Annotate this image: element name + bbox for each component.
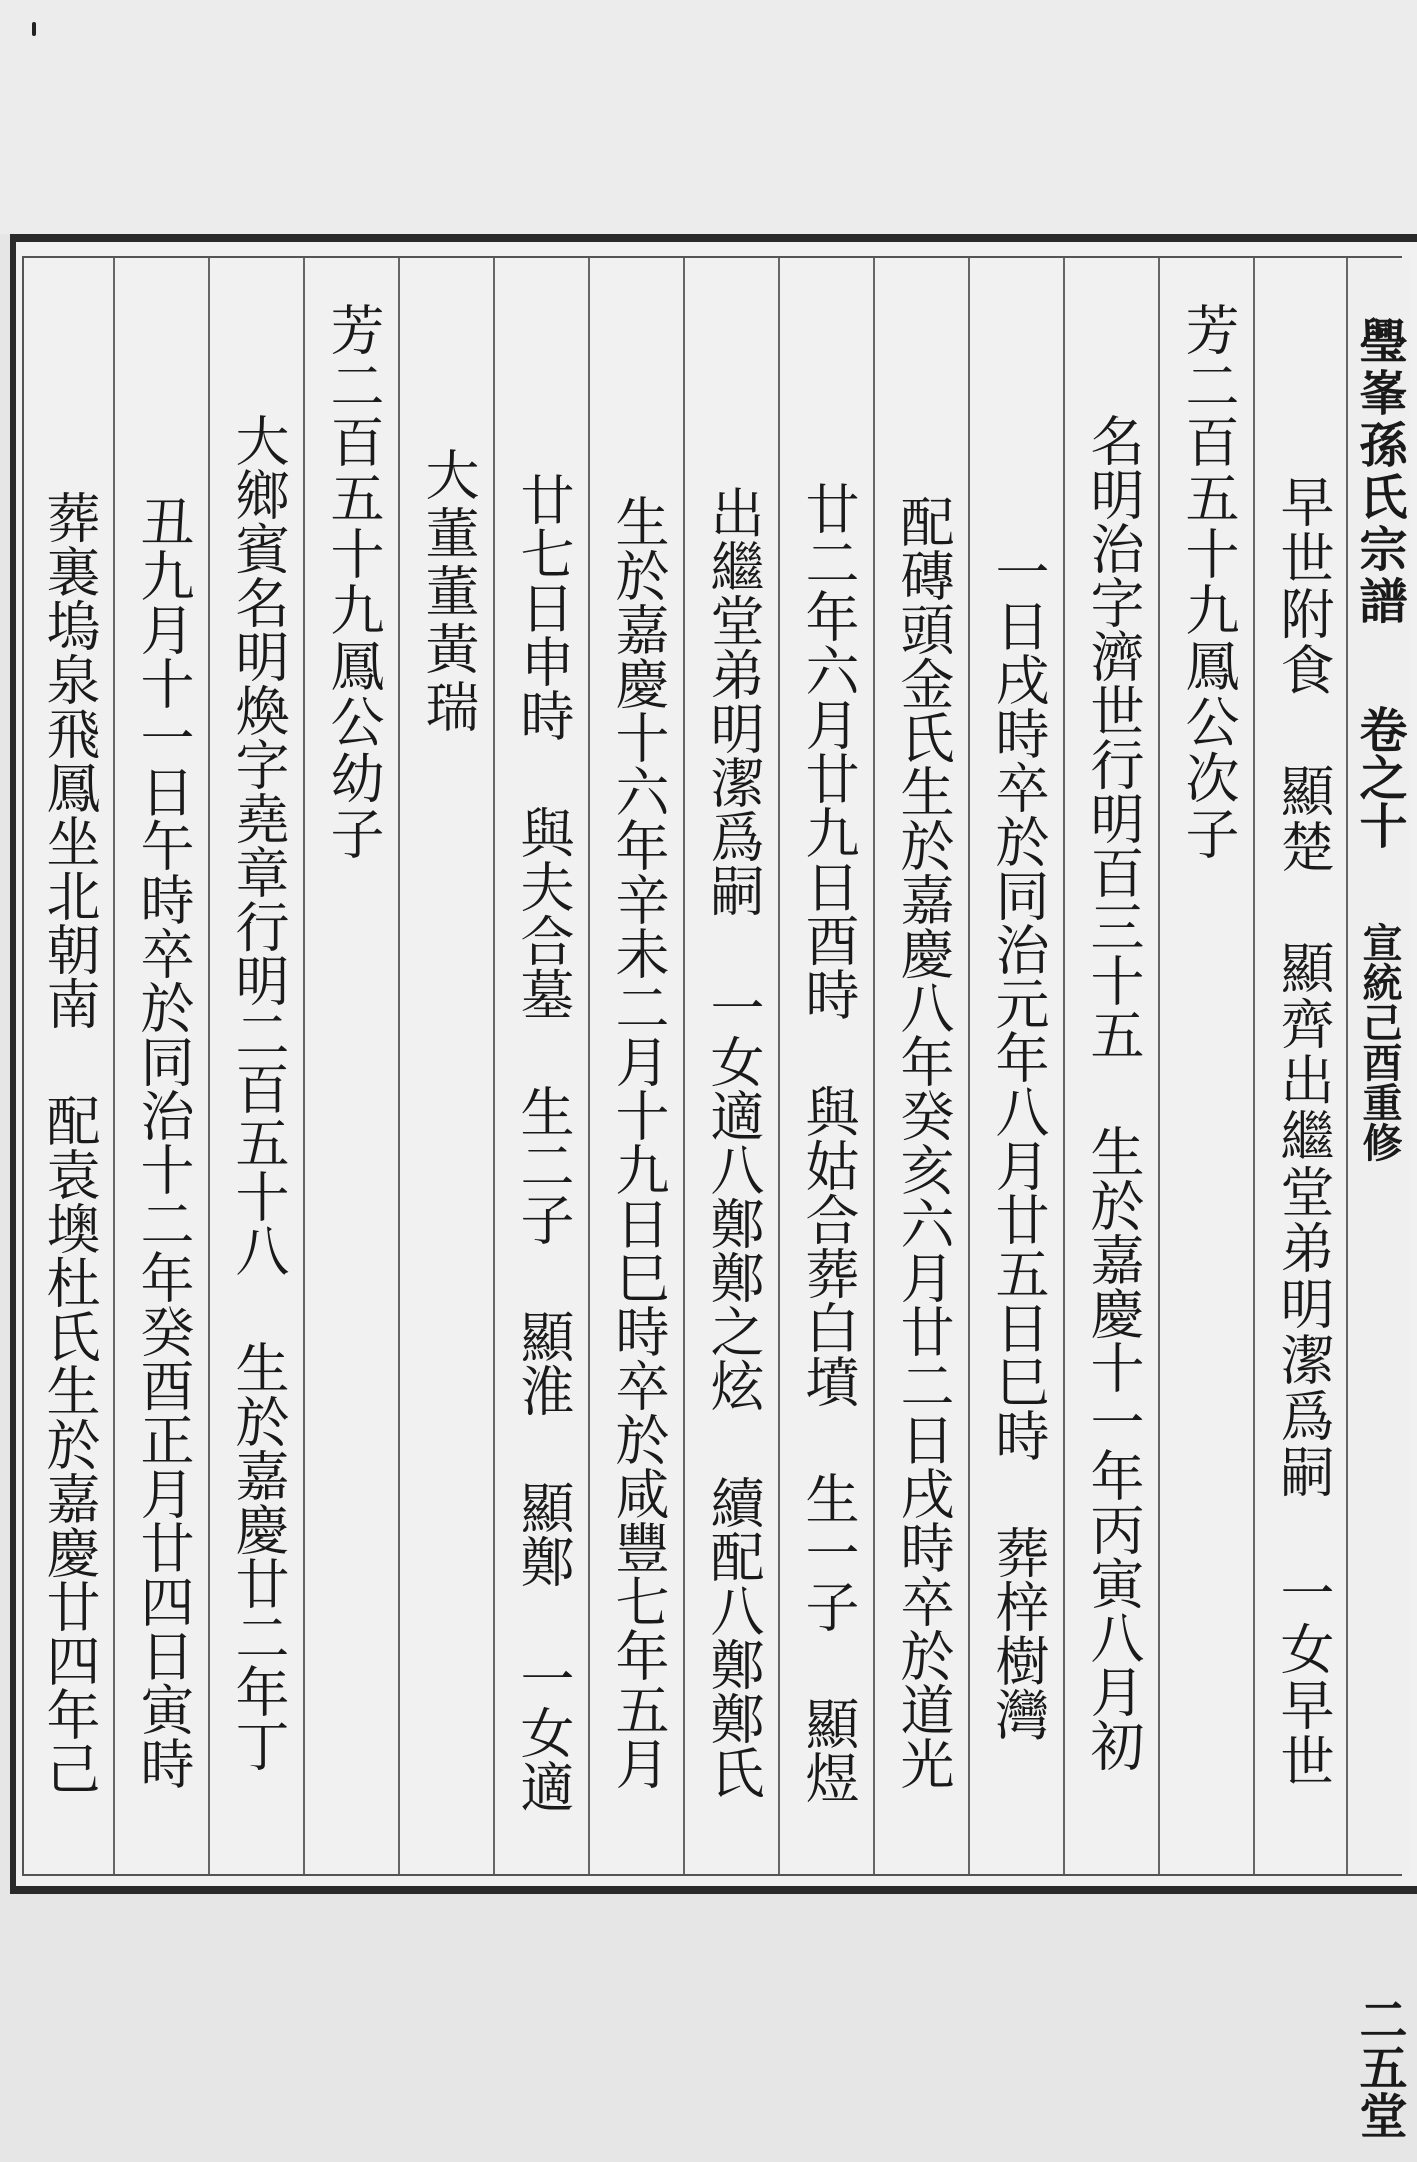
column-rule [303,258,305,1874]
column-rule [683,258,685,1874]
text-column-14 [26,412,112,1872]
text-column-4 [975,412,1061,1872]
column-rule [113,258,115,1874]
column-text: 廿二年六月廿九日酉時 與姑合葬白墳 生一子 顯煜 [797,480,860,1804]
text-column-9 [500,412,586,1872]
text-column-12 [215,312,301,1872]
column-rule [493,258,495,1874]
text-column-2 [1165,262,1251,902]
volume-label: 卷之十 [1351,705,1407,849]
column-text: 芳二百五十九鳳公幼子 [322,302,385,862]
text-column-1 [1260,396,1346,1866]
text-column-11 [310,262,396,902]
hall-label: 二五堂 [1351,1995,1407,2139]
column-text: 葬裏塢泉飛鳳坐北朝南 配袁墺杜氏生於嘉慶廿四年己 [38,489,101,1795]
text-column-5 [880,412,966,1872]
text-column-8 [595,412,681,1872]
column-rule [588,258,590,1874]
column-text: 丑九月十一日午時卒於同治十二年癸酉正月廿四日寅時 [132,494,195,1790]
column-rule [1346,258,1348,1874]
text-column-6 [785,412,871,1872]
column-rule [398,258,400,1874]
book-title: 璺峯孫氏宗譜 [1351,316,1407,628]
text-column-13 [120,412,206,1872]
column-text: 早世附食 顯楚 顯齊出繼堂弟明潔爲嗣 一女早世 [1272,473,1335,1789]
column-text: 芳二百五十九鳳公次子 [1177,302,1240,862]
top-margin [0,0,1417,234]
column-rule [778,258,780,1874]
column-text: 廿七日申時 與夫合墓 生二子 顯淮 顯鄭 一女適 [512,471,575,1813]
text-column-3 [1070,312,1156,1872]
column-text: 一日戌時卒於同治元年八月廿五日巳時 葬梓樹灣 [987,543,1050,1741]
column-rule [873,258,875,1874]
text-column-10 [405,412,491,772]
column-rule [208,258,210,1874]
edition-label: 宣統己酉重修 [1356,922,1403,1162]
column-rule [1063,258,1065,1874]
column-text: 名明治字濟世行明百三十五 生於嘉慶十一年丙寅八月初 [1082,412,1145,1772]
column-text: 大董董黃瑞 [417,447,480,737]
ink-mark [32,22,36,36]
column-text: 大鄉賓名明煥字堯章行明二百五十八 生於嘉慶廿二年丁 [227,412,290,1772]
column-text: 配磚頭金氏生於嘉慶八年癸亥六月廿二日戌時卒於道光 [892,494,955,1790]
column-rule [968,258,970,1874]
column-rule [1158,258,1160,1874]
book-title-column [1348,262,1410,2162]
column-text: 生於嘉慶十六年辛未二月十九日巳時卒於咸豐七年五月 [607,494,670,1790]
column-rule [1253,258,1255,1874]
column-text: 出繼堂弟明潔爲嗣 一女適八鄭鄭之炫 續配八鄭鄭氏 [702,485,765,1799]
text-column-7 [690,412,776,1872]
